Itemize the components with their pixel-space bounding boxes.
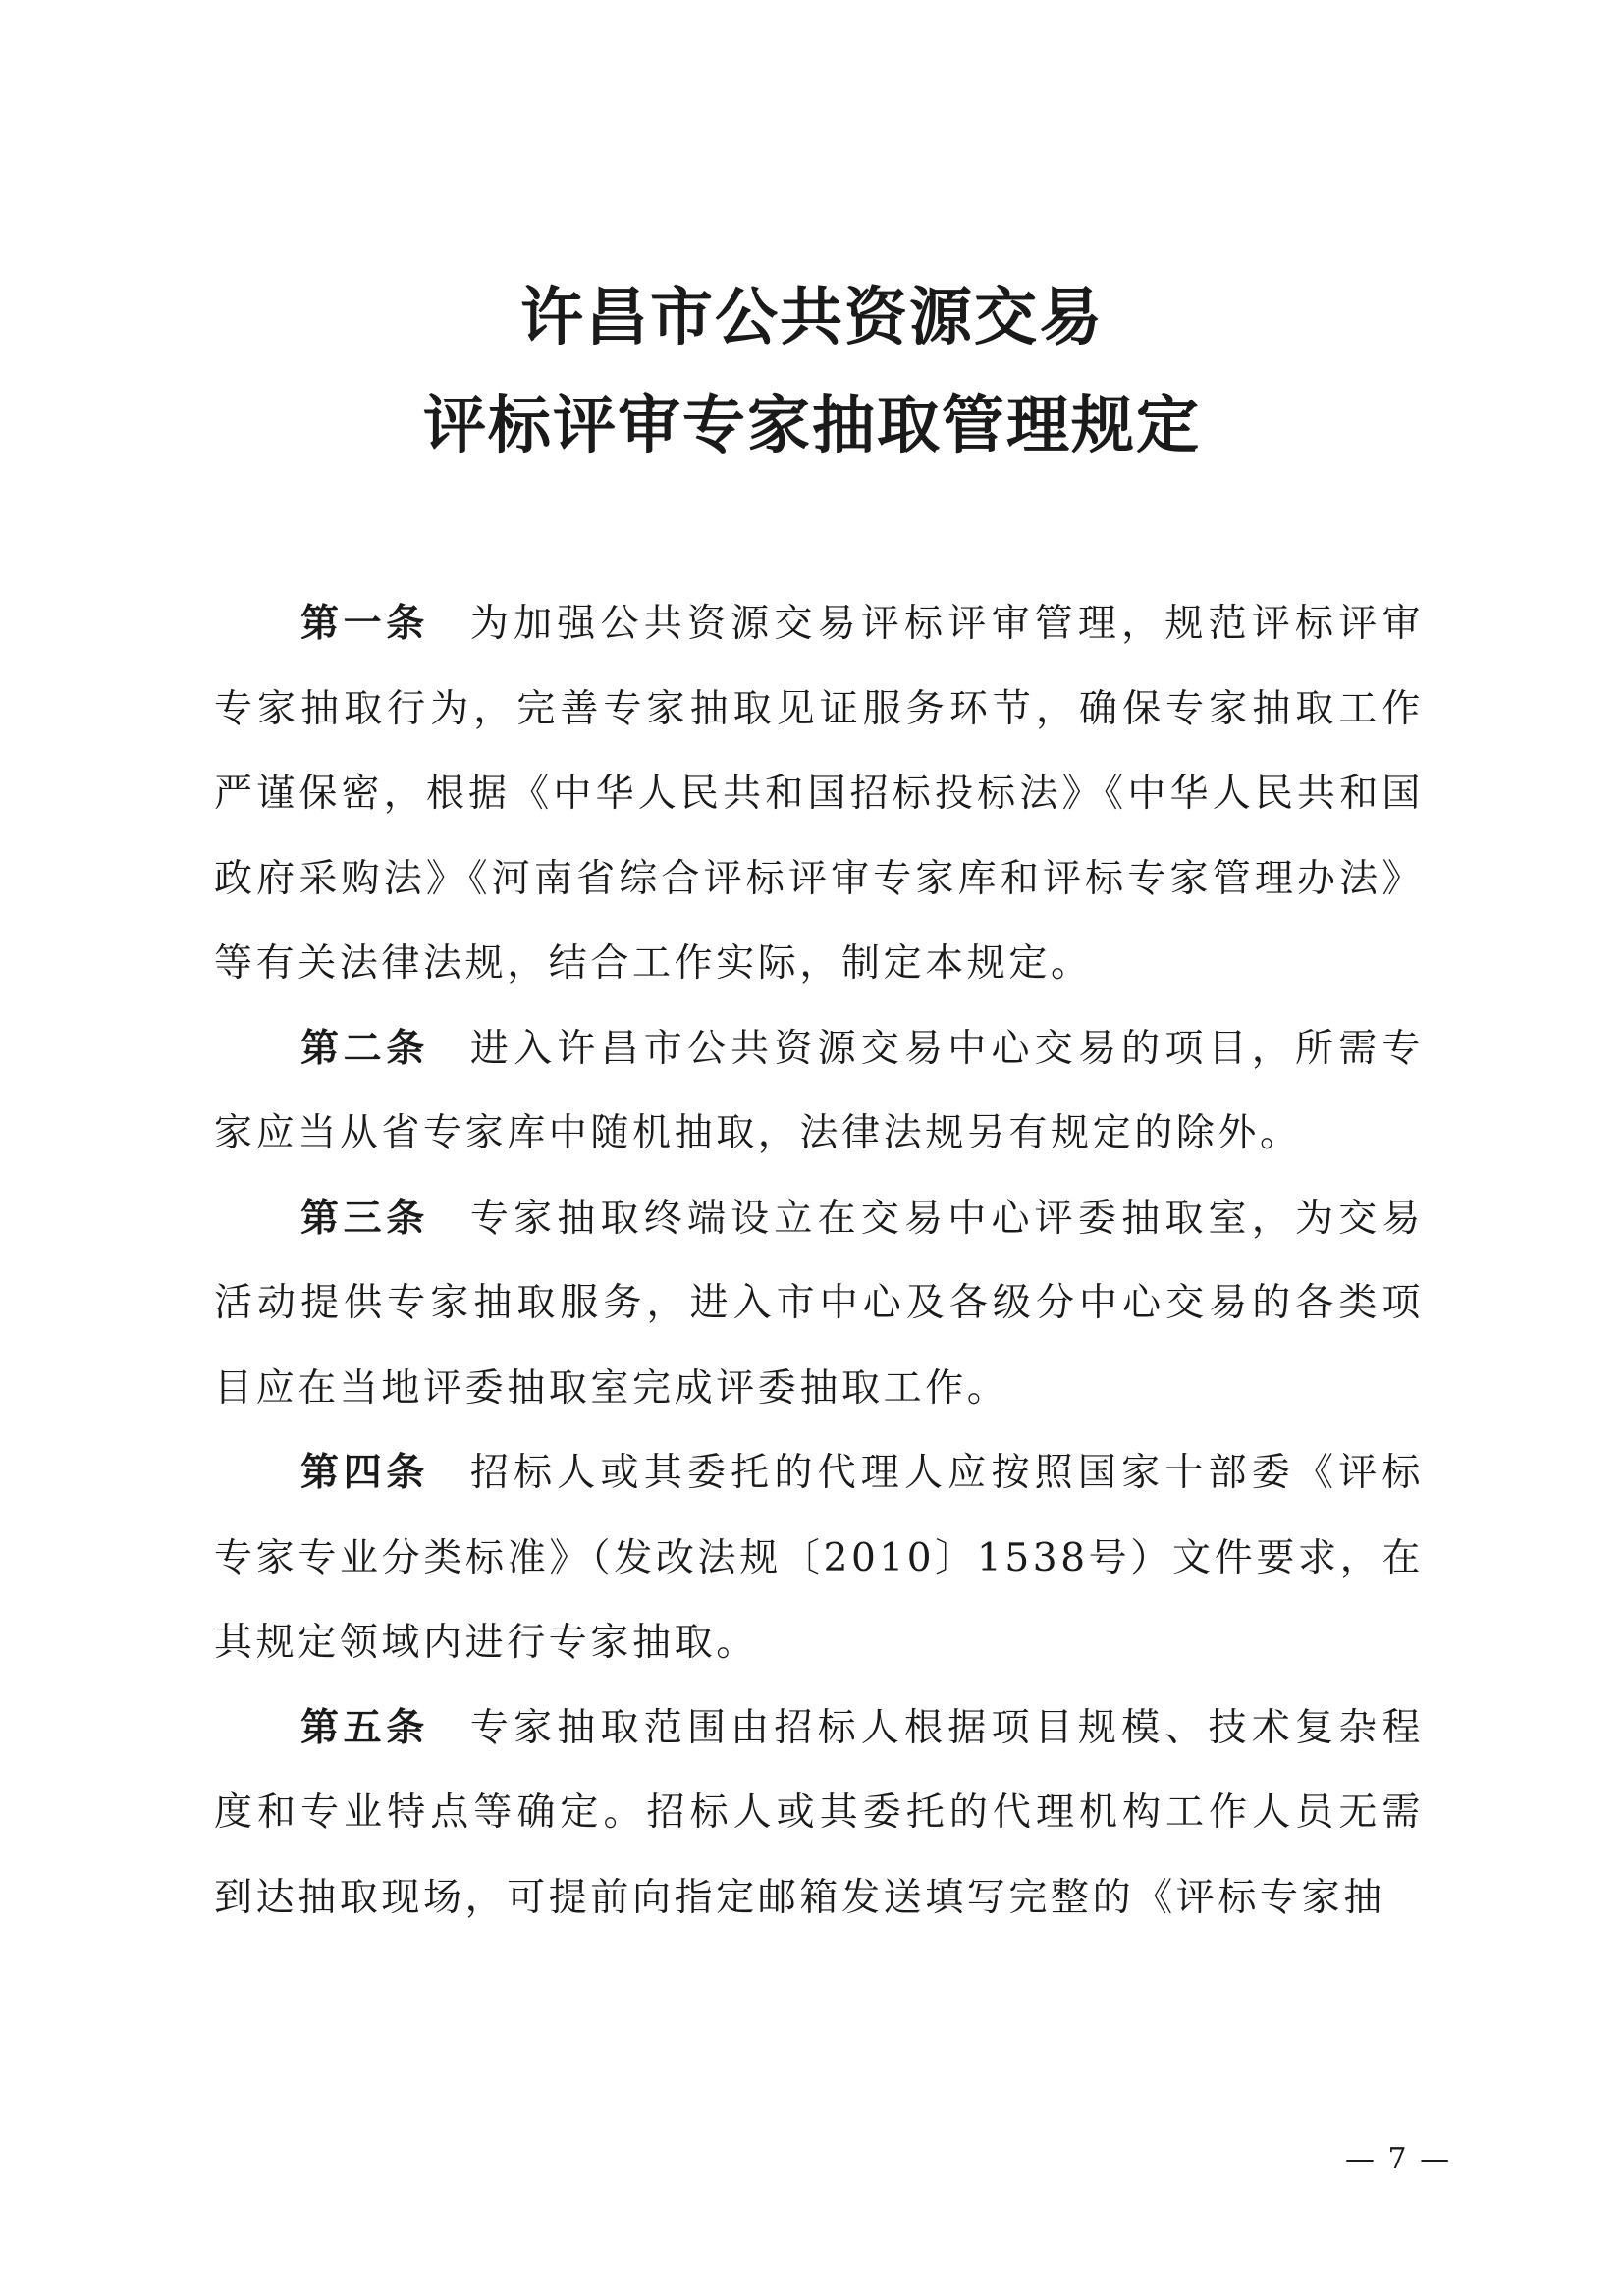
document-title-line-2: 评标评审专家抽取管理规定 xyxy=(423,389,1201,462)
article-1 xyxy=(214,582,1424,1007)
article-label: 第四条 xyxy=(300,1451,429,1495)
article-3 xyxy=(214,1177,1424,1432)
article-text: 专家抽取范围由招标人根据项目规模、技术复杂程度和专业特点等确定。招标人或其委托的代理机构工作人员无需到达抽取现场，可提前向指定邮箱发送填写完整的《评标专家抽 xyxy=(214,1705,1424,1920)
article-label: 第一条 xyxy=(300,602,429,646)
document-title-line-1: 许昌市公共资源交易 xyxy=(520,281,1104,354)
article-2 xyxy=(214,1007,1424,1177)
page-number: — 7 — xyxy=(1345,2142,1452,2176)
document-body xyxy=(214,582,1424,1941)
article-text: 进入许昌市公共资源交易中心交易的项目，所需专家应当从省专家库中随机抽取，法律法规另有规定的除外。 xyxy=(214,1026,1424,1155)
article-label: 第二条 xyxy=(300,1026,429,1071)
article-5 xyxy=(214,1686,1424,1942)
article-text: 为加强公共资源交易评标评审管理，规范评标评审专家抽取行为，完善专家抽取见证服务环节，确保专家抽取工作严谨保密，根据《中华人民共和国招标投标法》《中华人民共和国政府采购法》《河南省综合评标评审专家库和评标专家管理办法》等有关法律法规，结合工作实际，制定本规定。 xyxy=(214,602,1424,986)
article-text: 专家抽取终端设立在交易中心评委抽取室，为交易活动提供专家抽取服务，进入市中心及各级分中心交易的各类项目应在当地评委抽取室完成评委抽取工作。 xyxy=(214,1196,1424,1411)
article-label: 第三条 xyxy=(300,1196,429,1241)
article-4 xyxy=(214,1431,1424,1686)
article-text: 招标人或其委托的代理人应按照国家十部委《评标专家专业分类标准》（发改法规〔2010〕1538号）文件要求，在其规定领域内进行专家抽取。 xyxy=(214,1451,1424,1665)
article-label: 第五条 xyxy=(300,1705,429,1750)
